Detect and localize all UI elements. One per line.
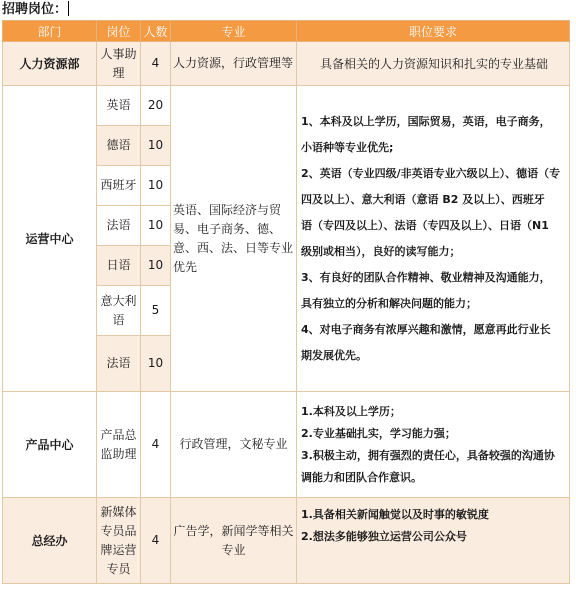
ops-position-1: 英语 (97, 86, 141, 126)
gm-dept: 总经办 (3, 498, 97, 584)
header-position: 岗位 (97, 21, 141, 42)
header-count: 人数 (141, 21, 171, 42)
product-req-line: 1.本科及以上学历； (301, 404, 401, 418)
table-row-product (3, 392, 570, 498)
ops-count-1: 20 (141, 86, 171, 126)
ops-count-7: 10 (141, 336, 171, 392)
table-row-ops (3, 86, 570, 126)
ops-req-line: 期发展优先。 (301, 348, 367, 362)
product-req-line: 调能力和团队合作意识。 (301, 470, 422, 484)
ops-count-2: 10 (141, 126, 171, 166)
gm-req-line: 2.想法多能够独立运营公司公众号 (301, 530, 467, 543)
hr-major: 人力资源，行政管理等 (171, 42, 297, 86)
ops-position-5: 日语 (97, 246, 141, 286)
table-row-gm (3, 498, 570, 584)
ops-count-6: 5 (141, 286, 171, 336)
product-requirement (297, 392, 570, 498)
hr-requirement: 具备相关的人力资源知识和扎实的专业基础 (297, 42, 570, 86)
product-major: 行政管理，文秘专业 (171, 392, 297, 498)
product-position: 产品总监助理 (97, 392, 141, 498)
product-dept: 产品中心 (3, 392, 97, 498)
ops-dept: 运营中心 (3, 86, 97, 392)
ops-requirement (297, 86, 570, 392)
ops-position-7: 法语 (97, 336, 141, 392)
gm-count: 4 (141, 498, 171, 584)
header-requirement: 职位要求 (297, 21, 570, 42)
page-title (0, 0, 576, 20)
header-major: 专业 (171, 21, 297, 42)
table-row-hr (3, 42, 570, 86)
ops-major: 英语、国际经济与贸易、电子商务、德、意、西、法、日等专业优先 (171, 86, 297, 392)
table-header-row (3, 21, 570, 42)
ops-req-line: 四及以上）、意大利语（意语 B2 及以上）、西班牙 (301, 192, 545, 206)
page-title-text: 招聘岗位： (2, 2, 68, 17)
gm-major: 广告学，新闻学等相关专业 (171, 498, 297, 584)
gm-requirement (297, 498, 570, 584)
product-req-line: 3.积极主动，拥有强烈的责任心，具备较强的沟通协 (301, 448, 555, 462)
ops-req-line: 1、本科及以上学历，国际贸易，英语，电子商务， (301, 114, 551, 128)
product-req-line: 2.专业基础扎实，学习能力强； (301, 426, 456, 440)
product-count: 4 (141, 392, 171, 498)
gm-position: 新媒体专员品牌运营专员 (97, 498, 141, 584)
ops-req-line: 级别或相当），良好的读写能力； (301, 244, 461, 258)
ops-count-3: 10 (141, 166, 171, 206)
text-cursor (68, 1, 69, 16)
hr-position: 人事助理 (97, 42, 141, 86)
hr-dept: 人力资源部 (3, 42, 97, 86)
recruitment-table (2, 20, 570, 584)
ops-req-line: 具有独立的分析和解决问题的能力； (301, 296, 477, 310)
ops-count-4: 10 (141, 206, 171, 246)
ops-req-line: 语（专四及以上）、法语（专四及以上）、日语（N1 (301, 218, 549, 232)
header-dept: 部门 (3, 21, 97, 42)
hr-count: 4 (141, 42, 171, 86)
ops-position-6: 意大利语 (97, 286, 141, 336)
ops-position-3: 西班牙 (97, 166, 141, 206)
ops-position-2: 德语 (97, 126, 141, 166)
ops-count-5: 10 (141, 246, 171, 286)
gm-req-line: 1.具备相关新闻触觉以及时事的敏锐度 (301, 508, 489, 521)
ops-position-4: 法语 (97, 206, 141, 246)
ops-req-line: 小语种等专业优先; (301, 140, 394, 154)
ops-req-line: 4、对电子商务有浓厚兴趣和激情，愿意再此行业长 (301, 322, 551, 336)
ops-req-line: 2、英语（专业四级/非英语专业六级以上）、德语（专 (301, 166, 561, 180)
ops-req-line: 3、有良好的团队合作精神、敬业精神及沟通能力， (301, 270, 551, 284)
